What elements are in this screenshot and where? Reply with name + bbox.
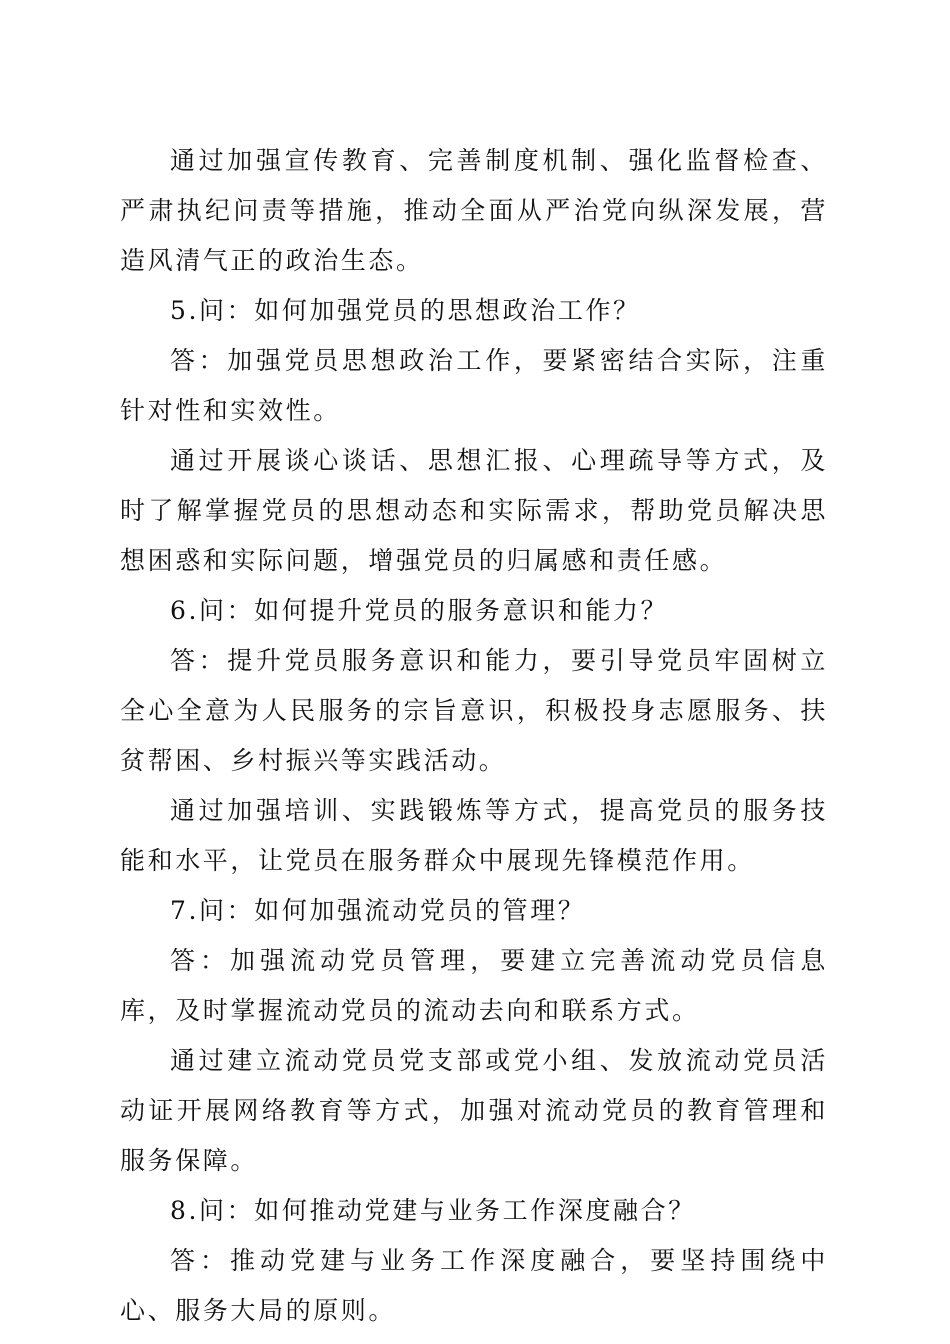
question-heading: 7.问：如何加强流动党员的管理？ [170,896,586,925]
answer-paragraph: 答：推动党建与业务工作深度融合，要坚持围绕中心、服务大局的原则。 [120,1246,828,1325]
paragraph: 通过加强培训、实践锻炼等方式，提高党员的服务技能和水平，让党员在服务群众中展现先锋模范作用。 [120,796,828,875]
paragraph: 通过建立流动党员党支部或党小组、发放流动党员活动证开展网络教育等方式，加强对流动党员的教育管理和服务保障。 [120,1046,828,1175]
document-page [120,136,828,1336]
answer-paragraph: 答：加强流动党员管理，要建立完善流动党员信息库，及时掌握流动党员的流动去向和联系方式。 [120,946,828,1025]
question-heading: 5.问：如何加强党员的思想政治工作？ [170,296,641,325]
answer-paragraph: 答：提升党员服务意识和能力，要引导党员牢固树立全心全意为人民服务的宗旨意识，积极投身志愿服务、扶贫帮困、乡村振兴等实践活动。 [120,646,828,775]
question-heading: 8.问：如何推动党建与业务工作深度融合？ [170,1196,696,1225]
paragraph: 通过加强宣传教育、完善制度机制、强化监督检查、严肃执纪问责等措施，推动全面从严治党向纵深发展，营造风清气正的政治生态。 [120,146,828,275]
paragraph: 通过开展谈心谈话、思想汇报、心理疏导等方式，及时了解掌握党员的思想动态和实际需求，帮助党员解决思想困惑和实际问题，增强党员的归属感和责任感。 [120,446,828,575]
question-heading: 6.问：如何提升党员的服务意识和能力？ [170,596,669,625]
answer-paragraph: 答：加强党员思想政治工作，要紧密结合实际，注重针对性和实效性。 [120,346,828,425]
